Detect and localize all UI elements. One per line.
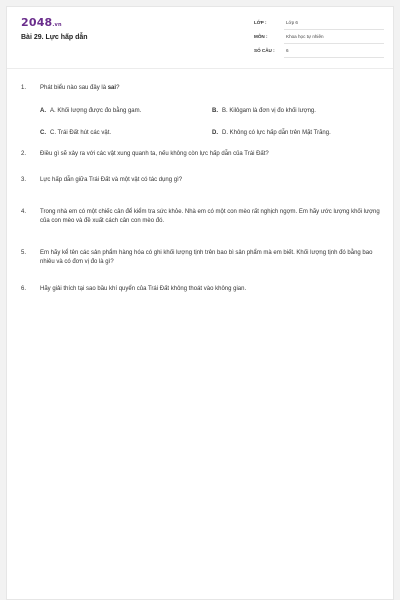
question-3: [21, 176, 381, 186]
option-d[interactable]: [212, 129, 331, 138]
question-number: 2.: [21, 150, 27, 157]
meta-label-subject: MÔN :: [254, 34, 268, 39]
logo-text: 2048: [21, 16, 53, 29]
option-text: C. Trái Đất hút các vật.: [50, 129, 112, 136]
worksheet-page: [6, 6, 394, 600]
meta-value-subject: Khoa học tự nhiên: [286, 34, 324, 39]
question-text-emphasis: sai: [107, 85, 117, 91]
option-c[interactable]: [40, 129, 111, 138]
meta-label-count: SỐ CÂU :: [254, 48, 275, 53]
answer-options: [40, 94, 381, 136]
meta-row-count: [252, 45, 384, 59]
option-key: C.: [40, 129, 46, 136]
question-number: 5.: [21, 249, 27, 256]
option-a[interactable]: [40, 107, 141, 116]
option-b[interactable]: [212, 107, 316, 116]
option-key: B.: [212, 107, 218, 114]
question-text: Em hãy kể tên các sản phẩm hàng hóa có ghi khối lượng tịnh trên bao bì sản phẩm mà em biết. Khối lượng tịnh đó bằng bao nhiêu và có đơn vị đo là gì?: [40, 249, 373, 265]
option-text: B. Kilôgam là đơn vị đo khối lượng.: [222, 107, 316, 114]
option-text: A. Khối lượng được đo bằng gam.: [50, 107, 142, 114]
question-1: [21, 84, 381, 136]
question-4: [21, 208, 381, 227]
question-number: 6.: [21, 285, 27, 292]
question-list: [21, 84, 381, 294]
meta-label-class: LỚP :: [254, 20, 267, 25]
question-number: 1.: [21, 85, 27, 91]
option-key: A.: [40, 107, 46, 114]
logo-suffix: .vn: [52, 22, 62, 28]
meta-divider: [284, 43, 384, 44]
question-number: 3.: [21, 177, 27, 183]
meta-value-class: Lớp 6: [286, 20, 298, 25]
question-text: Lực hấp dẫn giữa Trái Đất và một vật có tác dụng gì?: [40, 177, 183, 183]
meta-row-class: [252, 17, 384, 31]
meta-divider: [284, 29, 384, 30]
meta-divider: [284, 57, 384, 58]
question-text: Điều gì sẽ xảy ra với các vật xung quanh ta, nếu không còn lực hấp dẫn của Trái Đất?: [40, 150, 269, 157]
option-key: D.: [212, 129, 218, 136]
question-2: [21, 150, 381, 160]
question-text-part: ?: [116, 85, 120, 91]
question-6: [21, 285, 381, 295]
question-text: [40, 84, 381, 94]
option-text: D. Không có lực hấp dẫn trên Mặt Trăng.: [222, 129, 331, 136]
meta-info: [252, 17, 384, 59]
page-title: Bài 29. Lực hấp dẫn: [21, 34, 88, 41]
meta-row-subject: [252, 31, 384, 45]
question-text: Trong nhà em có một chiếc cân để kiểm tra sức khỏe. Nhà em có một con mèo rất nghịch ngợm. Em hãy ước lượng khối lượng của con mèo và đề xuất cách cân con mèo đó.: [40, 208, 380, 224]
question-number: 4.: [21, 208, 27, 215]
question-text-part: Phát biểu nào sau đây là: [40, 85, 108, 91]
worksheet-header: [7, 7, 393, 69]
question-text: Hãy giải thích tại sao bầu khí quyển của Trái Đất không thoát vào không gian.: [40, 285, 247, 292]
meta-value-count: 6: [286, 48, 289, 53]
site-logo[interactable]: [21, 16, 62, 29]
question-5: [21, 249, 381, 268]
